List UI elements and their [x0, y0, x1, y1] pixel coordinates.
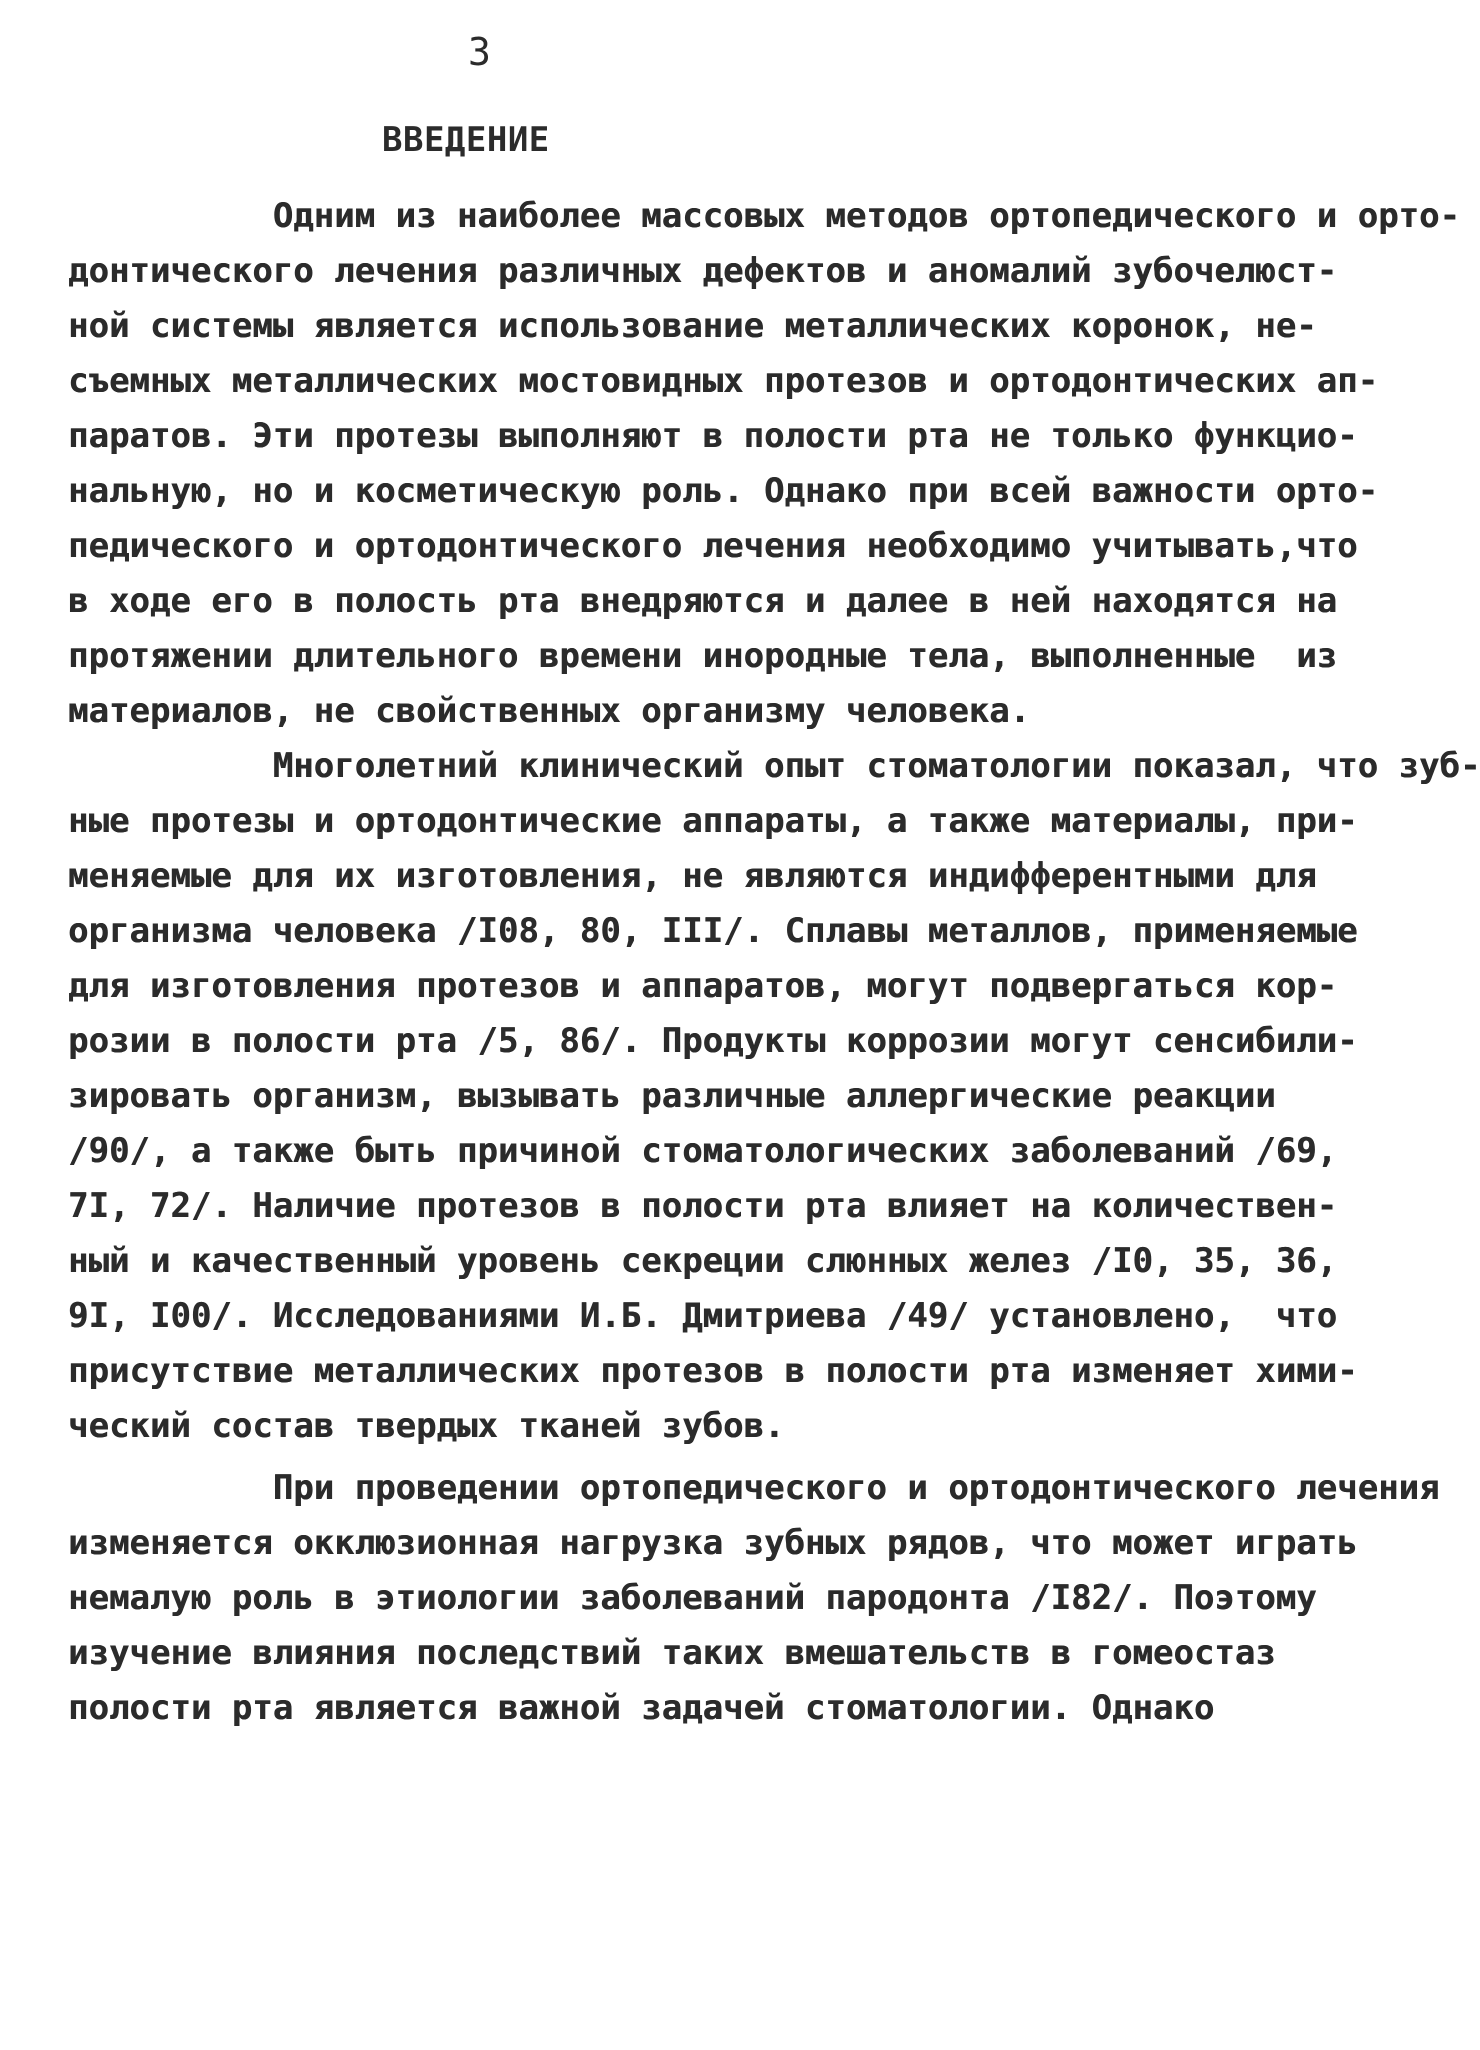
paragraph-3-line: изучение влияния последствий таких вмешательств в гомеостаз: [68, 1633, 1276, 1673]
paragraph-3-line: немалую роль в этиологии заболеваний пародонта /I82/. Поэтому: [68, 1578, 1317, 1618]
paragraph-2-line: зировать организм, вызывать различные аллергические реакции: [68, 1076, 1276, 1116]
paragraph-1-line: педического и ортодонтического лечения необходимо учитывать,что: [68, 526, 1358, 566]
paragraph-2-line: /90/, а также быть причиной стоматологических заболеваний /69,: [68, 1131, 1338, 1171]
paragraph-3-line: полости рта является важной задачей стоматологии. Однако: [68, 1688, 1215, 1728]
paragraph-1-line: протяжении длительного времени инородные тела, выполненные из: [68, 636, 1338, 676]
paragraph-2-line: ный и качественный уровень секреции слюнных желез /I0, 35, 36,: [68, 1241, 1338, 1281]
paragraph-2-line: Многолетний клинический опыт стоматологии показал, что зуб-: [68, 746, 1480, 786]
page-number: 3: [468, 30, 491, 74]
paragraph-1-line: съемных металлических мостовидных протезов и ортодонтических ап-: [68, 361, 1379, 401]
paragraph-2-line: 7I, 72/. Наличие протезов в полости рта влияет на количествен-: [68, 1186, 1338, 1226]
paragraph-1-line: донтического лечения различных дефектов и аномалий зубочелюст-: [68, 251, 1338, 291]
paragraph-2-line: организма человека /I08, 80, III/. Сплавы металлов, применяемые: [68, 911, 1358, 951]
paragraph-2-line: для изготовления протезов и аппаратов, могут подвергаться кор-: [68, 966, 1338, 1006]
paragraph-1-line: ной системы является использование металлических коронок, не-: [68, 306, 1317, 346]
paragraph-2-line: ные протезы и ортодонтические аппараты, а также материалы, при-: [68, 801, 1358, 841]
paragraph-2-line: розии в полости рта /5, 86/. Продукты коррозии могут сенсибили-: [68, 1021, 1358, 1061]
paragraph-2-line: меняемые для их изготовления, не являются индифферентными для: [68, 856, 1317, 896]
paragraph-3-line: изменяется окклюзионная нагрузка зубных рядов, что может играть: [68, 1523, 1358, 1563]
paragraph-2-line: присутствие металлических протезов в полости рта изменяет хими-: [68, 1351, 1358, 1391]
paragraph-2-line: ческий состав твердых тканей зубов.: [68, 1406, 785, 1446]
paragraph-1-line: материалов, не свойственных организму человека.: [68, 691, 1031, 731]
paragraph-1-line: нальную, но и косметическую роль. Однако при всей важности орто-: [68, 471, 1379, 511]
section-heading: ВВЕДЕНИЕ: [382, 120, 550, 160]
paragraph-1-line: в ходе его в полость рта внедряются и далее в ней находятся на: [68, 581, 1338, 621]
paragraph-3-line: При проведении ортопедического и ортодонтического лечения: [68, 1468, 1440, 1508]
paragraph-1-line: паратов. Эти протезы выполняют в полости рта не только функцио-: [68, 416, 1358, 456]
paragraph-2-line: 9I, I00/. Исследованиями И.Б. Дмитриева /49/ установлено, что: [68, 1296, 1338, 1336]
paragraph-1-line: Одним из наиболее массовых методов ортопедического и орто-: [68, 196, 1460, 236]
